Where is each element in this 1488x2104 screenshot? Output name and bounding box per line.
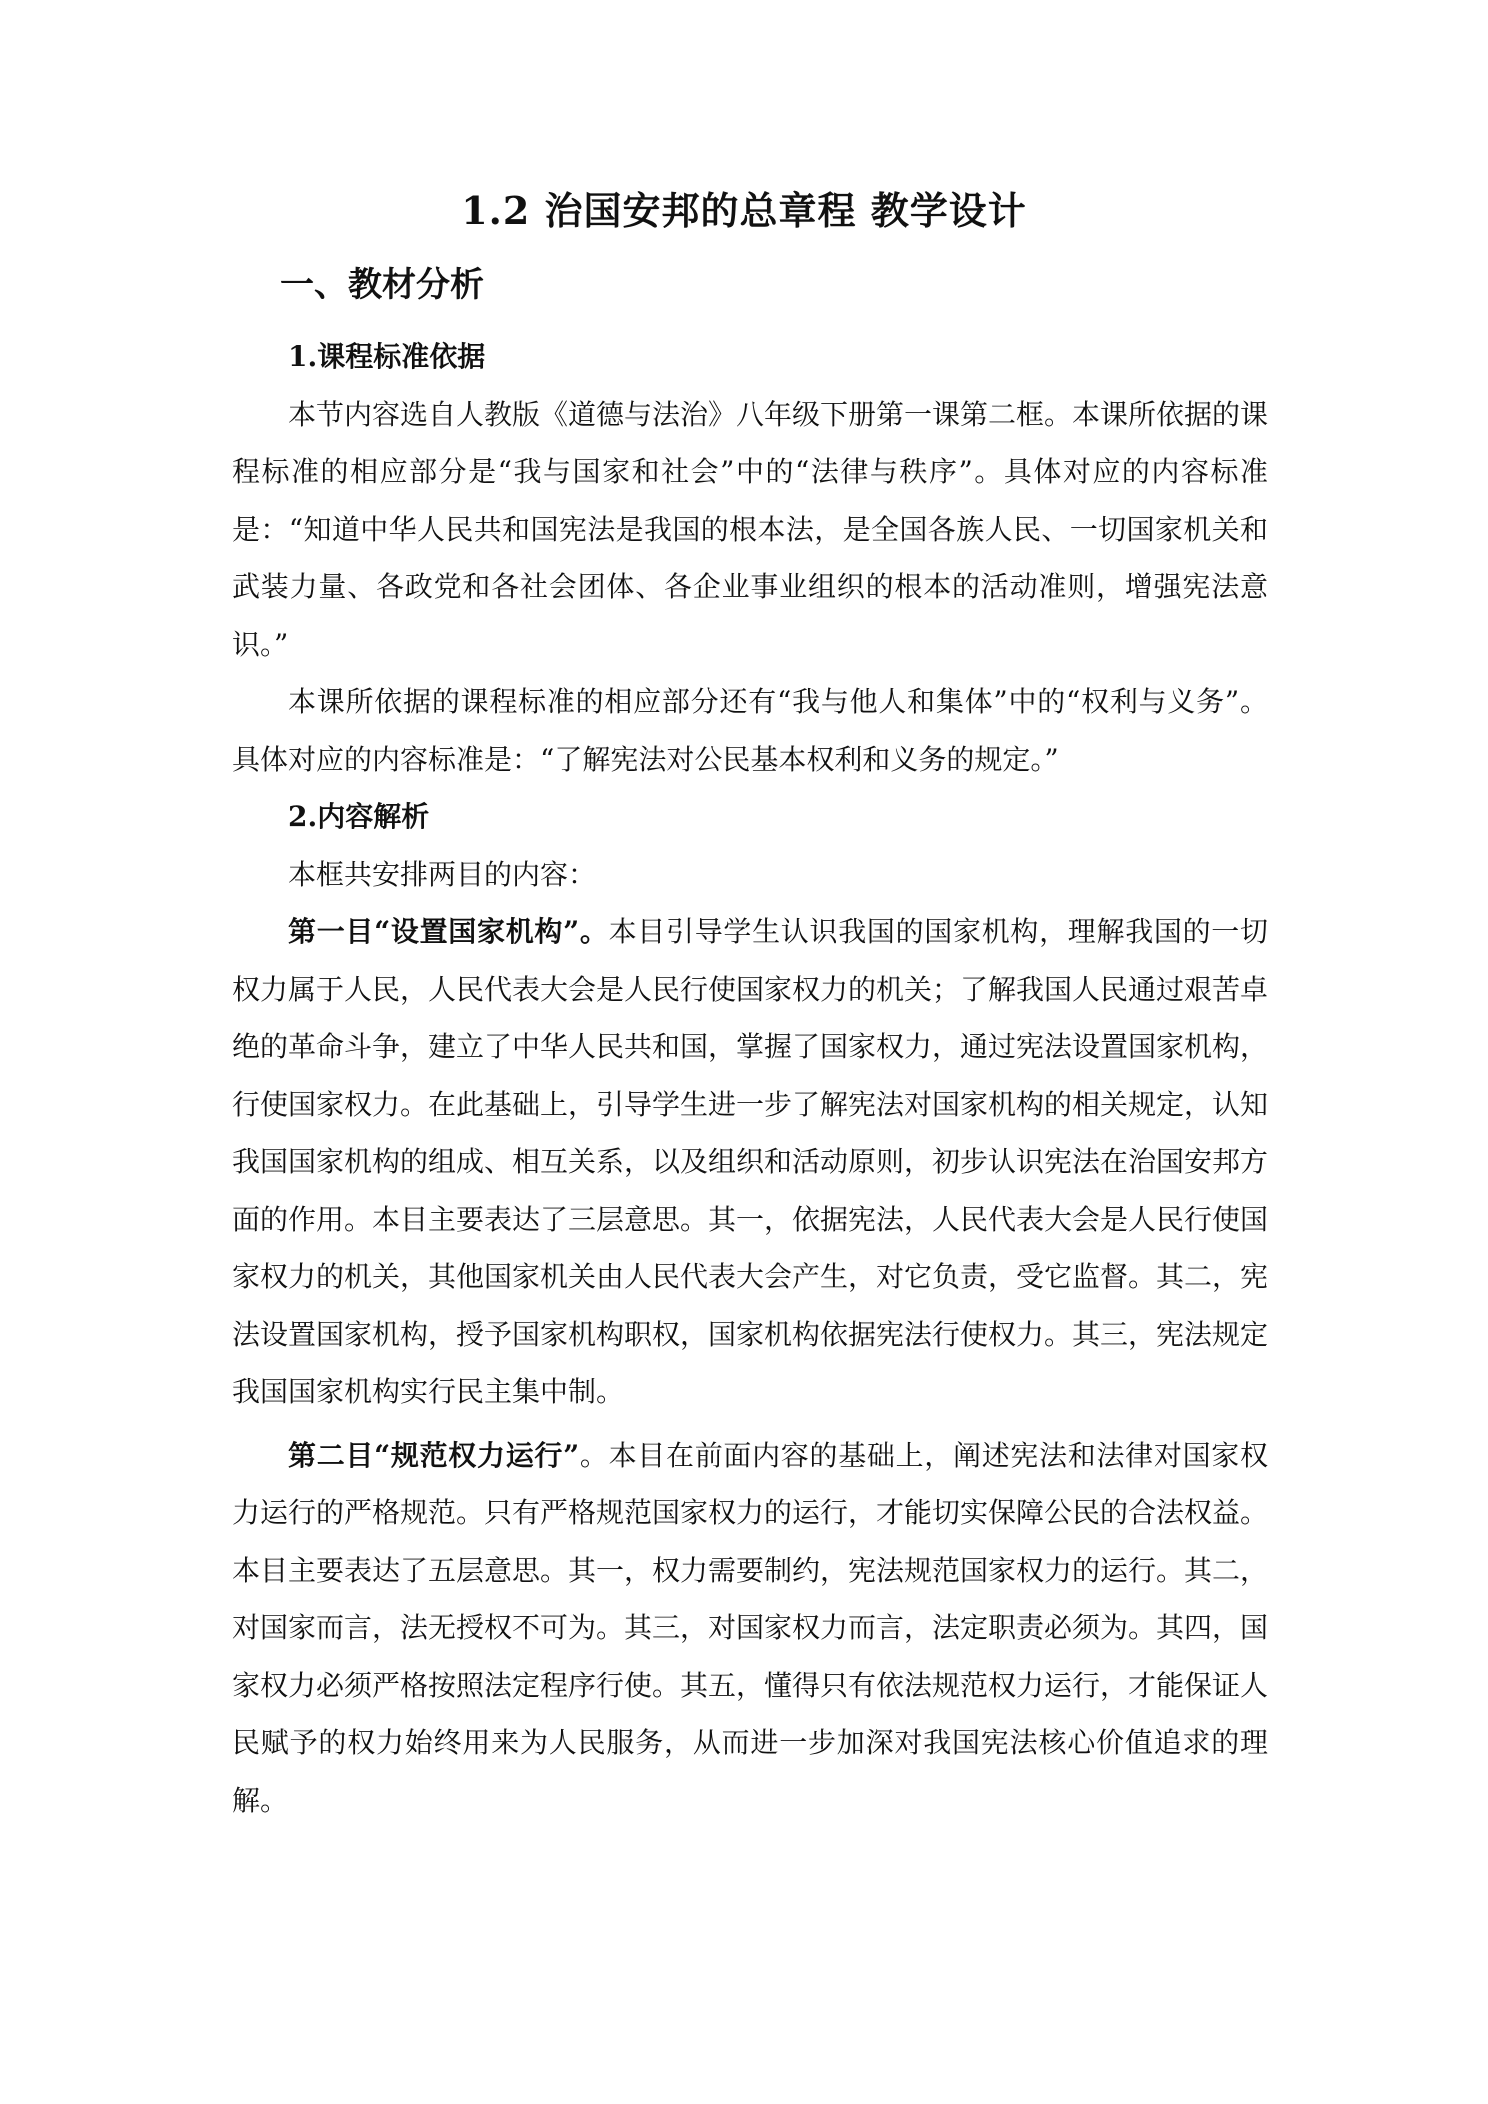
subheading-curriculum-basis: 1.课程标准依据 (288, 340, 486, 373)
paragraph-item-1 (232, 903, 1268, 1421)
document-title: 1.2 治国安邦的总章程 教学设计 (461, 188, 1027, 233)
document-body (232, 328, 1268, 1829)
item-1-text: 本目引导学生认识我国的国家机构，理解我国的一切权力属于人民，人民代表大会是人民行使国家权力的机关；了解我国人民通过艰苦卓绝的革命斗争，建立了中华人民共和国，掌握了国家权力，通过宪法设置国家机构，行使国家权力。在此基础上，引导学生进一步了解宪法对国家机构的相关规定，认知我国国家机构的组成、相互关系，以及组织和活动原则，初步认识宪法在治国安邦方面的作用。本目主要表达了三层意思。其一，依据宪法，人民代表大会是人民行使国家权力的机关，其他国家机关由人民代表大会产生，对它负责，受它监督。其二，宪法设置国家机构，授予国家机构职权，国家机构依据宪法行使权力。其三，宪法规定我国国家机构实行民主集中制。 (232, 915, 1269, 1408)
paragraph-curriculum-2: 本课所依据的课程标准的相应部分还有“我与他人和集体”中的“权利与义务”。具体对应的内容标准是：“了解宪法对公民基本权利和义务的规定。” (232, 685, 1268, 776)
paragraph-curriculum-1: 本节内容选自人教版《道德与法治》八年级下册第一课第二框。本课所依据的课程标准的相应部分是“我与国家和社会”中的“法律与秩序”。具体对应的内容标准是：“知道中华人民共和国宪法是我国的根本法，是全国各族人民、一切国家机关和武装力量、各政党和各社会团体、各企业事业组织的根本的活动准则，增强宪法意识。” (232, 397, 1269, 661)
paragraph-content-intro: 本框共安排两目的内容： (288, 857, 597, 891)
item-2-lead: 第二目“规范权力运行” (288, 1438, 580, 1472)
section-heading-textbook-analysis: 一、教材分析 (280, 265, 484, 305)
subheading-content-analysis: 2.内容解析 (288, 800, 430, 833)
paragraph-item-2 (232, 1427, 1268, 1830)
item-2-text: 。本目在前面内容的基础上，阐述宪法和法律对国家权力运行的严格规范。只有严格规范国家权力的运行，才能切实保障公民的合法权益。本目主要表达了五层意思。其一，权力需要制约，宪法规范国家权力的运行。其二，对国家而言，法无授权不可为。其三，对国家权力而言，法定职责必须为。其四，国家权力必须严格按照法定程序行使。其五，懂得只有依法规范权力运行，才能保证人民赋予的权力始终用来为人民服务，从而进一步加深对我国宪法核心价值追求的理解。 (232, 1438, 1269, 1817)
item-1-lead: 第一目“设置国家机构”。 (288, 915, 609, 948)
